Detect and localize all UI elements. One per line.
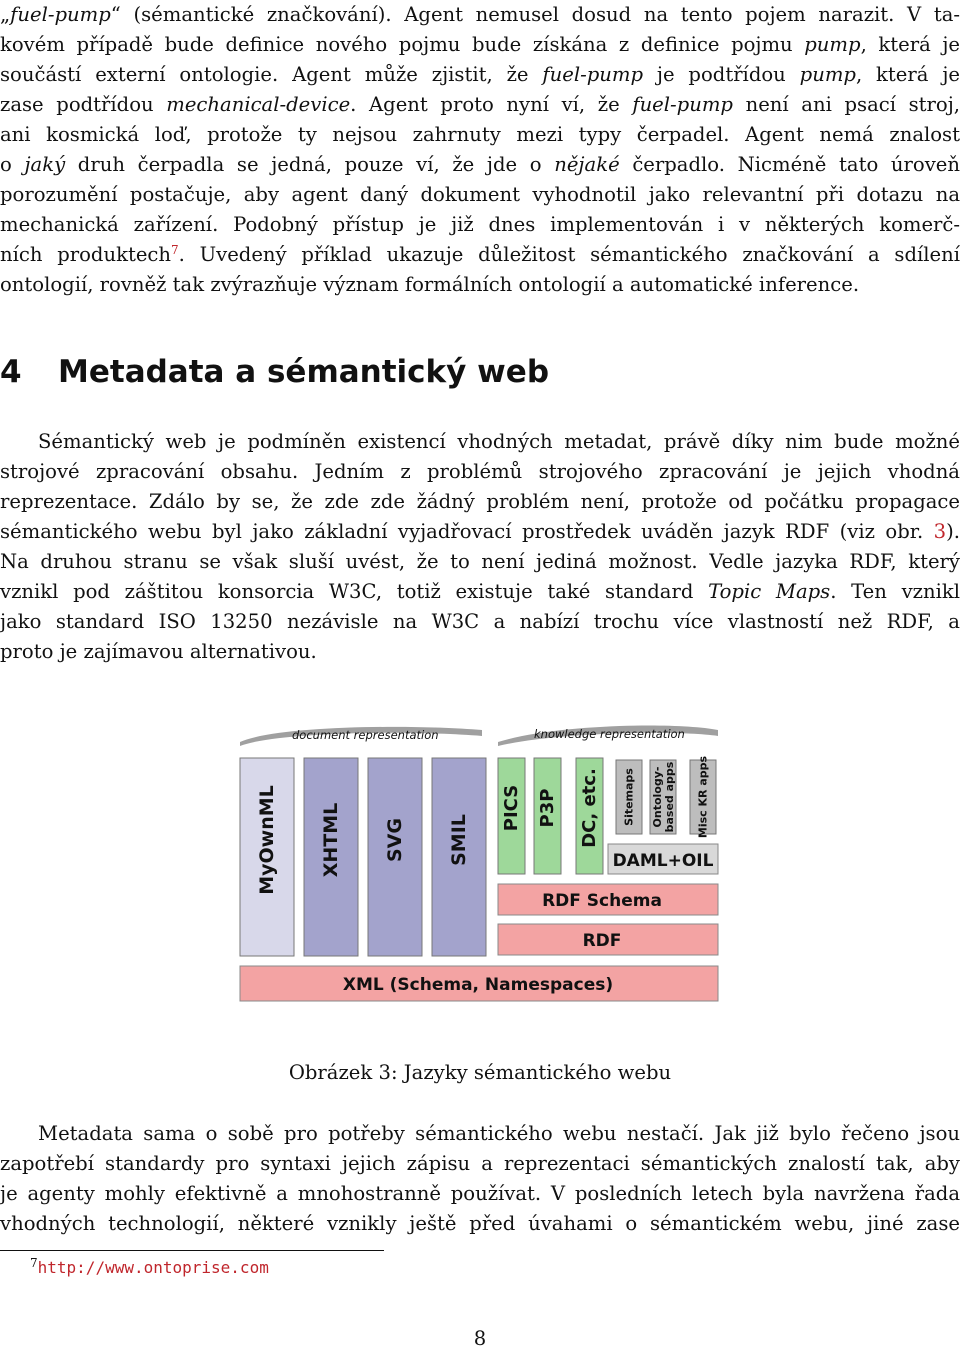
page-number: 8: [473, 1327, 487, 1350]
knowledge-columns: [498, 758, 603, 874]
text-line: mechanická zařízení. Podobný přístup je již dnes implementován i v některých komerč-: [0, 213, 960, 236]
doc-column-label: SMIL: [448, 814, 470, 866]
text-line: součástí externí ontologie. Agent může zjistit, že fuel-pump je podtřídou pump, která je: [0, 63, 960, 86]
knowledge-column-label: P3P: [537, 788, 558, 828]
section-title: Metadata a sémantický web: [58, 354, 550, 390]
text-line: porozumění postačuje, aby agent daný dokument vyhodnotil jako relevantní při dotazu na: [0, 183, 960, 206]
knowledge-representation-label: knowledge representation: [534, 727, 685, 741]
section-number: 4: [0, 354, 22, 390]
text-line: zapotřebí standardy pro syntaxi jejich zápisu a reprezentaci sémantických znalostí tak, aby: [0, 1152, 960, 1175]
text-line: ontologií, rovněž tak zvýrazňuje význam formálních ontologií a automatické inference.: [0, 273, 860, 296]
text-line: „fuel-pump“ (sémantické značkování). Agent nemusel dosud na tento pojem narazit. V ta-: [0, 3, 960, 26]
text-line: reprezentace. Zdálo by se, že zde zde žádný problém není, protože od počátku propagace: [0, 490, 960, 513]
text-line: vznikl pod záštitou konsorcia W3C, totiž existuje také standard Topic Maps. Ten vznikl: [0, 580, 960, 603]
small-column-label: Misc KR apps: [696, 755, 710, 839]
footnote-number: 7: [30, 1256, 38, 1270]
xml-label: XML (Schema, Namespaces): [342, 975, 614, 995]
doc-column-label: SVG: [384, 818, 406, 862]
text-line: jako standard ISO 13250 nezávisle na W3C a nabízí trochu více vlastností než RDF, a: [0, 610, 960, 633]
text-line: je agenty mohly efektivně a mnohostranně používat. V posledních letech byla navržena řada: [0, 1182, 960, 1205]
rdf-label: RDF: [582, 931, 622, 951]
figure-reference-link[interactable]: 3: [933, 520, 947, 543]
paragraph-metadata: [0, 427, 960, 667]
footnote: [30, 1257, 269, 1281]
footnote-rule: [0, 1250, 384, 1251]
small-columns: [616, 755, 716, 838]
doc-columns: [240, 758, 486, 956]
semantic-web-layer-diagram: [236, 716, 726, 1036]
rdf-schema-label: RDF Schema: [542, 891, 662, 911]
text-line: strojové zpracování obsahu. Jedním z problémů strojového zpracování je jejich vhodná: [0, 460, 960, 483]
daml-oil-label: DAML+OIL: [612, 851, 714, 871]
footnote-url-link[interactable]: http://www.ontoprise.com: [37, 1258, 269, 1277]
doc-column-label: XHTML: [320, 802, 342, 878]
small-column-label: Ontology-based apps: [650, 761, 676, 833]
document-representation-label: document representation: [292, 728, 439, 742]
knowledge-column-label: PICS: [501, 784, 522, 832]
section-heading: [0, 348, 549, 396]
footnote-marker[interactable]: 7: [171, 243, 179, 257]
small-column-label: Sitemaps: [622, 768, 636, 826]
text-line: ani kosmická loď, protože ty nejsou zahrnuty mezi typy čerpadel. Agent nemá znalost: [0, 123, 960, 146]
figure-caption: Obrázek 3: Jazyky sémantického webu: [288, 1061, 672, 1084]
text-line: zase podtřídou mechanical-device. Agent proto nyní ví, že fuel-pump není ani psací stroj,: [0, 93, 960, 116]
text-line: sémantického webu byl jako základní vyjadřovací prostředek uváděn jazyk RDF (viz obr. 3).: [0, 520, 960, 543]
paragraph-intro: [0, 0, 960, 300]
text-line: proto je zajímavou alternativou.: [0, 640, 317, 663]
text-line: kovém případě bude definice nového pojmu bude získána z definice pojmu pump, která je: [0, 33, 960, 56]
text-line: Na druhou stranu se však sluší uvést, že to není jediná možnost. Vedle jazyka RDF, který: [0, 550, 960, 573]
text-line: ních produktech$^7$. Uvedený příklad ukazuje důležitost sémantického značkování a sdílení: [0, 243, 960, 266]
text-line: vhodných technologií, některé vznikly ještě před úvahami o sémantickém webu, jiné zase: [0, 1212, 960, 1235]
knowledge-column-label: DC, etc.: [579, 768, 600, 848]
text-line: Metadata sama o sobě pro potřeby sémantického webu nestačí. Jak již bylo řečeno jsou: [38, 1122, 960, 1145]
text-line: Sémantický web je podmíněn existencí vhodných metadat, právě díky nim bude možné: [38, 430, 960, 453]
paragraph-standards: [0, 1119, 960, 1239]
doc-column-label: MyOwnML: [256, 785, 278, 895]
text-line: o jaký druh čerpadla se jedná, pouze ví, že jde o nějaké čerpadlo. Nicméně tato úroveň: [0, 153, 960, 176]
